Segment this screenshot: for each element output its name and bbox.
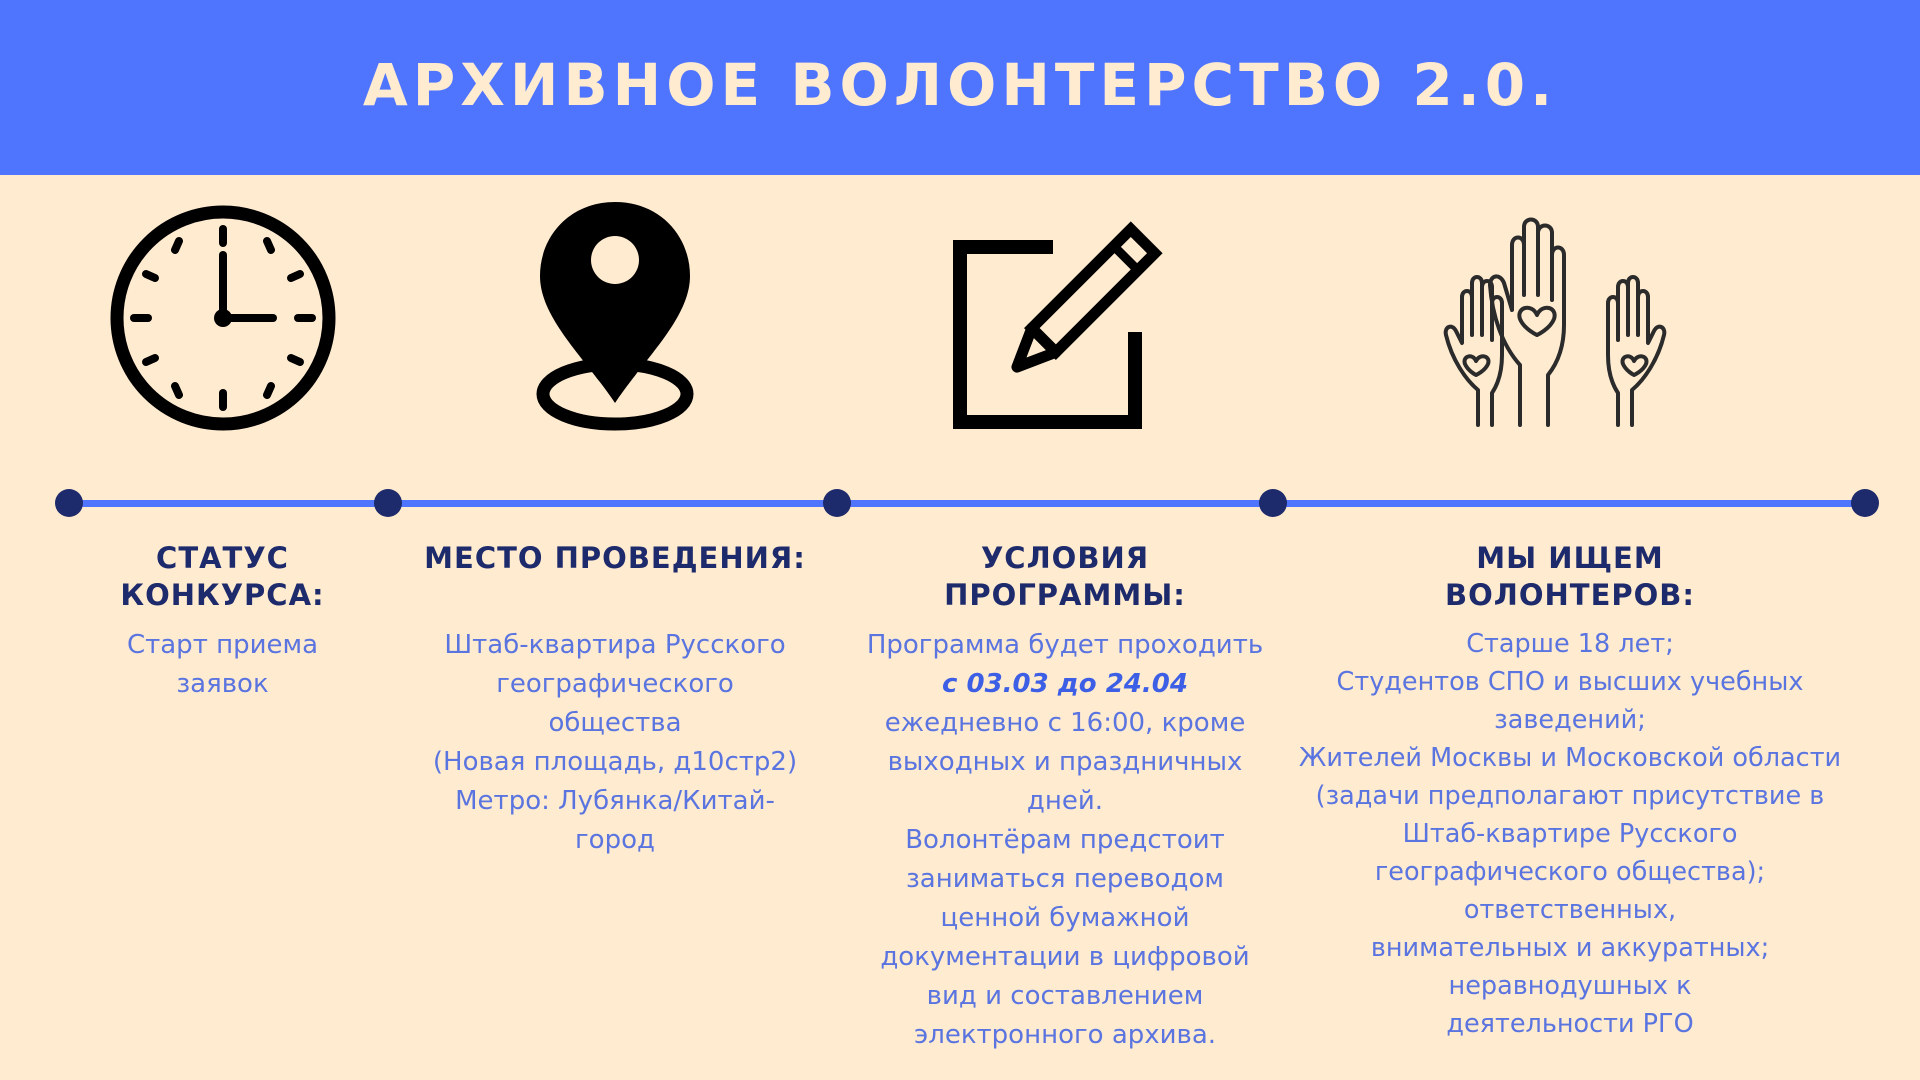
section-body-line: город [575, 825, 655, 855]
section-body-line: внимательных и аккуратных; [1370, 933, 1770, 963]
timeline-dot [55, 489, 83, 517]
section-body-volunteers [1290, 625, 1850, 1043]
section-title-line: МЫ ИЩЕМ [1476, 541, 1664, 575]
section-body-line: (задачи предполагают присутствие в [1315, 781, 1825, 811]
section-body-line: общества [548, 708, 682, 738]
section-title-line: УСЛОВИЯ [980, 541, 1150, 575]
section-body-line: Метро: Лубянка/Китай- [455, 786, 775, 816]
section-body-line: заявок [176, 669, 269, 699]
section-body-line: Программа будет проходить [866, 630, 1264, 660]
section-body-line: Студентов СПО и высших учебных [1336, 667, 1804, 697]
section-title-line: СТАТУС [156, 541, 289, 575]
page-title: АРХИВНОЕ ВОЛОНТЕРСТВО 2.0. [362, 50, 1558, 119]
section-body-line: заниматься переводом [905, 864, 1225, 894]
program-dates: с 03.03 до 24.04 [942, 669, 1188, 699]
section-body-line: Штаб-квартире Русского [1402, 819, 1738, 849]
section-title-line: ВОЛОНТЕРОВ: [1445, 578, 1695, 612]
section-title-line: ПРОГРАММЫ: [944, 578, 1186, 612]
section-body-line: документации в цифровой [880, 942, 1250, 972]
section-body-line: дней. [1026, 786, 1104, 816]
section-title-volunteers [1330, 540, 1810, 614]
timeline-dot [1259, 489, 1287, 517]
section-body-line: заведений; [1494, 705, 1646, 735]
section-body-line: вид и составлением [926, 981, 1204, 1011]
section-body-line: географического общества); [1374, 857, 1766, 887]
volunteer-hands-icon [1440, 215, 1670, 430]
section-body-line: Старт приема [126, 630, 319, 660]
section-body-line: Старше 18 лет; [1466, 629, 1674, 659]
section-title-location [405, 540, 825, 577]
section-body-line: электронного архива. [913, 1020, 1217, 1050]
section-body-line: Волонтёрам предстоит [905, 825, 1225, 855]
section-body-line: выходных и праздничных [887, 747, 1243, 777]
section-body-line: географического [496, 669, 734, 699]
section-title-line: КОНКУРСА: [120, 578, 325, 612]
section-body-line: деятельности РГО [1446, 1009, 1694, 1039]
section-body-conditions [855, 626, 1275, 1055]
timeline-dot [823, 489, 851, 517]
section-body-line: (Новая площадь, д10стр2) [432, 747, 798, 777]
section-body-line: неравнодушных к [1448, 971, 1692, 1001]
section-body-line: ценной бумажной [940, 903, 1190, 933]
section-title-conditions [855, 540, 1275, 614]
clock-icon [105, 200, 341, 436]
edit-pencil-icon [950, 210, 1180, 435]
section-body-line: ответственных, [1463, 895, 1677, 925]
section-title-line: МЕСТО ПРОВЕДЕНИЯ: [424, 541, 806, 575]
timeline-line [70, 500, 1865, 507]
header-banner [0, 0, 1920, 175]
location-pin-icon [530, 198, 700, 438]
section-body-status [80, 626, 365, 704]
section-title-status [90, 540, 355, 614]
timeline-dot [1851, 489, 1879, 517]
timeline-dot [374, 489, 402, 517]
section-body-line: ежедневно с 16:00, кроме [884, 708, 1246, 738]
section-body-line: Штаб-квартира Русского [444, 630, 786, 660]
section-body-line: Жителей Москвы и Московской области [1298, 743, 1842, 773]
section-body-location [405, 626, 825, 860]
